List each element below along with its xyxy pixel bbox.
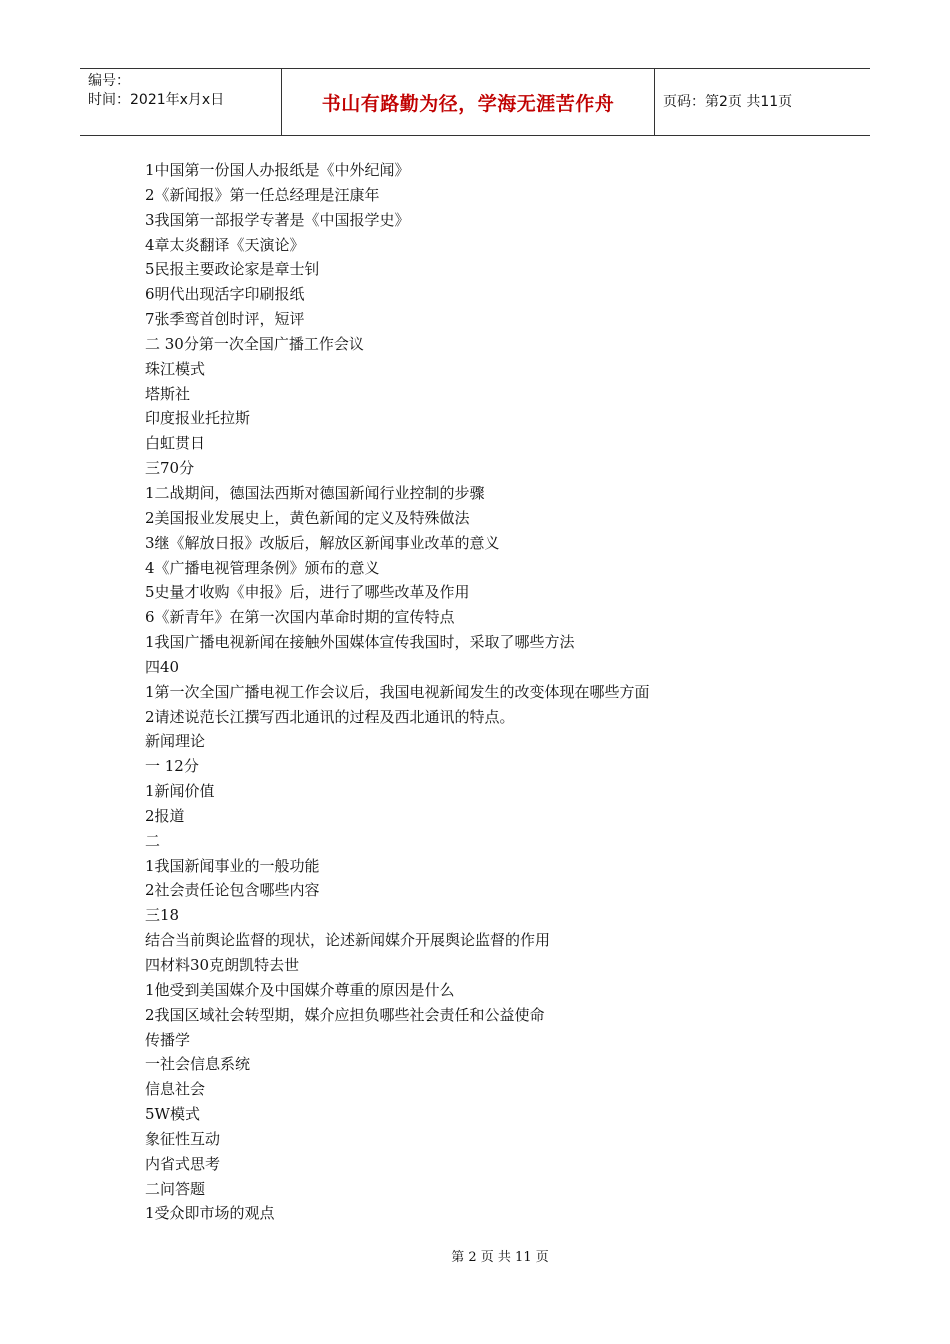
text-line: 塔斯社: [145, 384, 191, 403]
text-line: 四材料30克朗凯特去世: [145, 956, 300, 974]
header-page-cell: [655, 69, 870, 135]
page-header: [80, 68, 870, 136]
text-line: 1我国新闻事业的一般功能: [145, 856, 320, 875]
text-line: 结合当前舆论监督的现状，论述新闻媒介开展舆论监督的作用: [145, 931, 551, 950]
text-line: 5民报主要政论家是章士钊: [145, 260, 320, 279]
text-line: 6明代出现活字印刷报纸: [145, 285, 305, 304]
text-line: 2美国报业发展史上，黄色新闻的定义及特殊做法: [145, 508, 470, 527]
text-line: 1二战期间，德国法西斯对德国新闻行业控制的步骤: [145, 483, 485, 502]
text-line: 一 12分: [145, 757, 199, 776]
text-line: 1第一次全国广播电视工作会议后，我国电视新闻发生的改变体现在哪些方面: [145, 682, 650, 701]
header-page-info: 页码：第2页 共11页: [663, 93, 793, 110]
motto-text: 书山有路勤为径，学海无涯苦作舟: [321, 92, 615, 115]
text-line: 三18: [145, 906, 180, 925]
text-line: 2《新闻报》第一任总经理是汪康年: [145, 185, 380, 204]
serial-label: 编号：: [88, 73, 130, 89]
text-line: 二: [145, 831, 161, 850]
text-line: 象征性互动: [145, 1129, 221, 1148]
document-body: [145, 158, 845, 1226]
text-line: 传播学: [145, 1030, 191, 1049]
text-line: 3我国第一部报学专著是《中国报学史》: [145, 210, 410, 229]
text-line: 2报道: [145, 806, 185, 825]
text-line: 5史量才收购《申报》后，进行了哪些改革及作用: [145, 583, 470, 602]
text-line: 1受众即市场的观点: [145, 1204, 275, 1223]
text-line: 2我国区域社会转型期，媒介应担负哪些社会责任和公益使命: [145, 1005, 545, 1024]
text-line: 1中国第一份国人办报纸是《中外纪闻》: [145, 161, 410, 179]
text-line: 三70分: [145, 459, 195, 478]
page-footer: 第 2 页 共 11 页: [451, 1250, 549, 1265]
text-line: 印度报业托拉斯: [145, 409, 251, 428]
header-meta-cell: [80, 69, 282, 135]
text-line: 2请述说范长江撰写西北通讯的过程及西北通讯的特点。: [145, 707, 515, 726]
text-line: 3继《解放日报》改版后，解放区新闻事业改革的意义: [145, 533, 500, 552]
text-line: 6《新青年》在第一次国内革命时期的宣传特点: [145, 608, 455, 627]
text-line: 二 30分第一次全国广播工作会议: [145, 334, 364, 353]
text-line: 内省式思考: [145, 1154, 221, 1173]
text-line: 5W模式: [145, 1105, 200, 1124]
text-line: 7张季鸾首创时评，短评: [145, 310, 305, 329]
text-line: 1新闻价值: [145, 782, 215, 801]
text-line: 4《广播电视管理条例》颁布的意义: [145, 558, 380, 577]
header-motto-cell: [282, 69, 655, 135]
text-line: 四40: [145, 657, 180, 676]
text-line: 4章太炎翻译《天演论》: [145, 235, 305, 254]
text-line: 1他受到美国媒介及中国媒介尊重的原因是什么: [145, 980, 455, 999]
text-line: 珠江模式: [145, 359, 206, 378]
text-line: 信息社会: [145, 1080, 206, 1099]
text-line: 1我国广播电视新闻在接触外国媒体宣传我国时，采取了哪些方法: [145, 633, 575, 652]
date-label: 时间：2021年x月x日: [88, 92, 225, 108]
text-line: 一社会信息系统: [145, 1055, 251, 1074]
text-line: 2社会责任论包含哪些内容: [145, 881, 320, 900]
text-line: 新闻理论: [145, 732, 206, 751]
text-line: 白虹贯日: [145, 434, 206, 453]
text-line: 二问答题: [145, 1179, 206, 1198]
